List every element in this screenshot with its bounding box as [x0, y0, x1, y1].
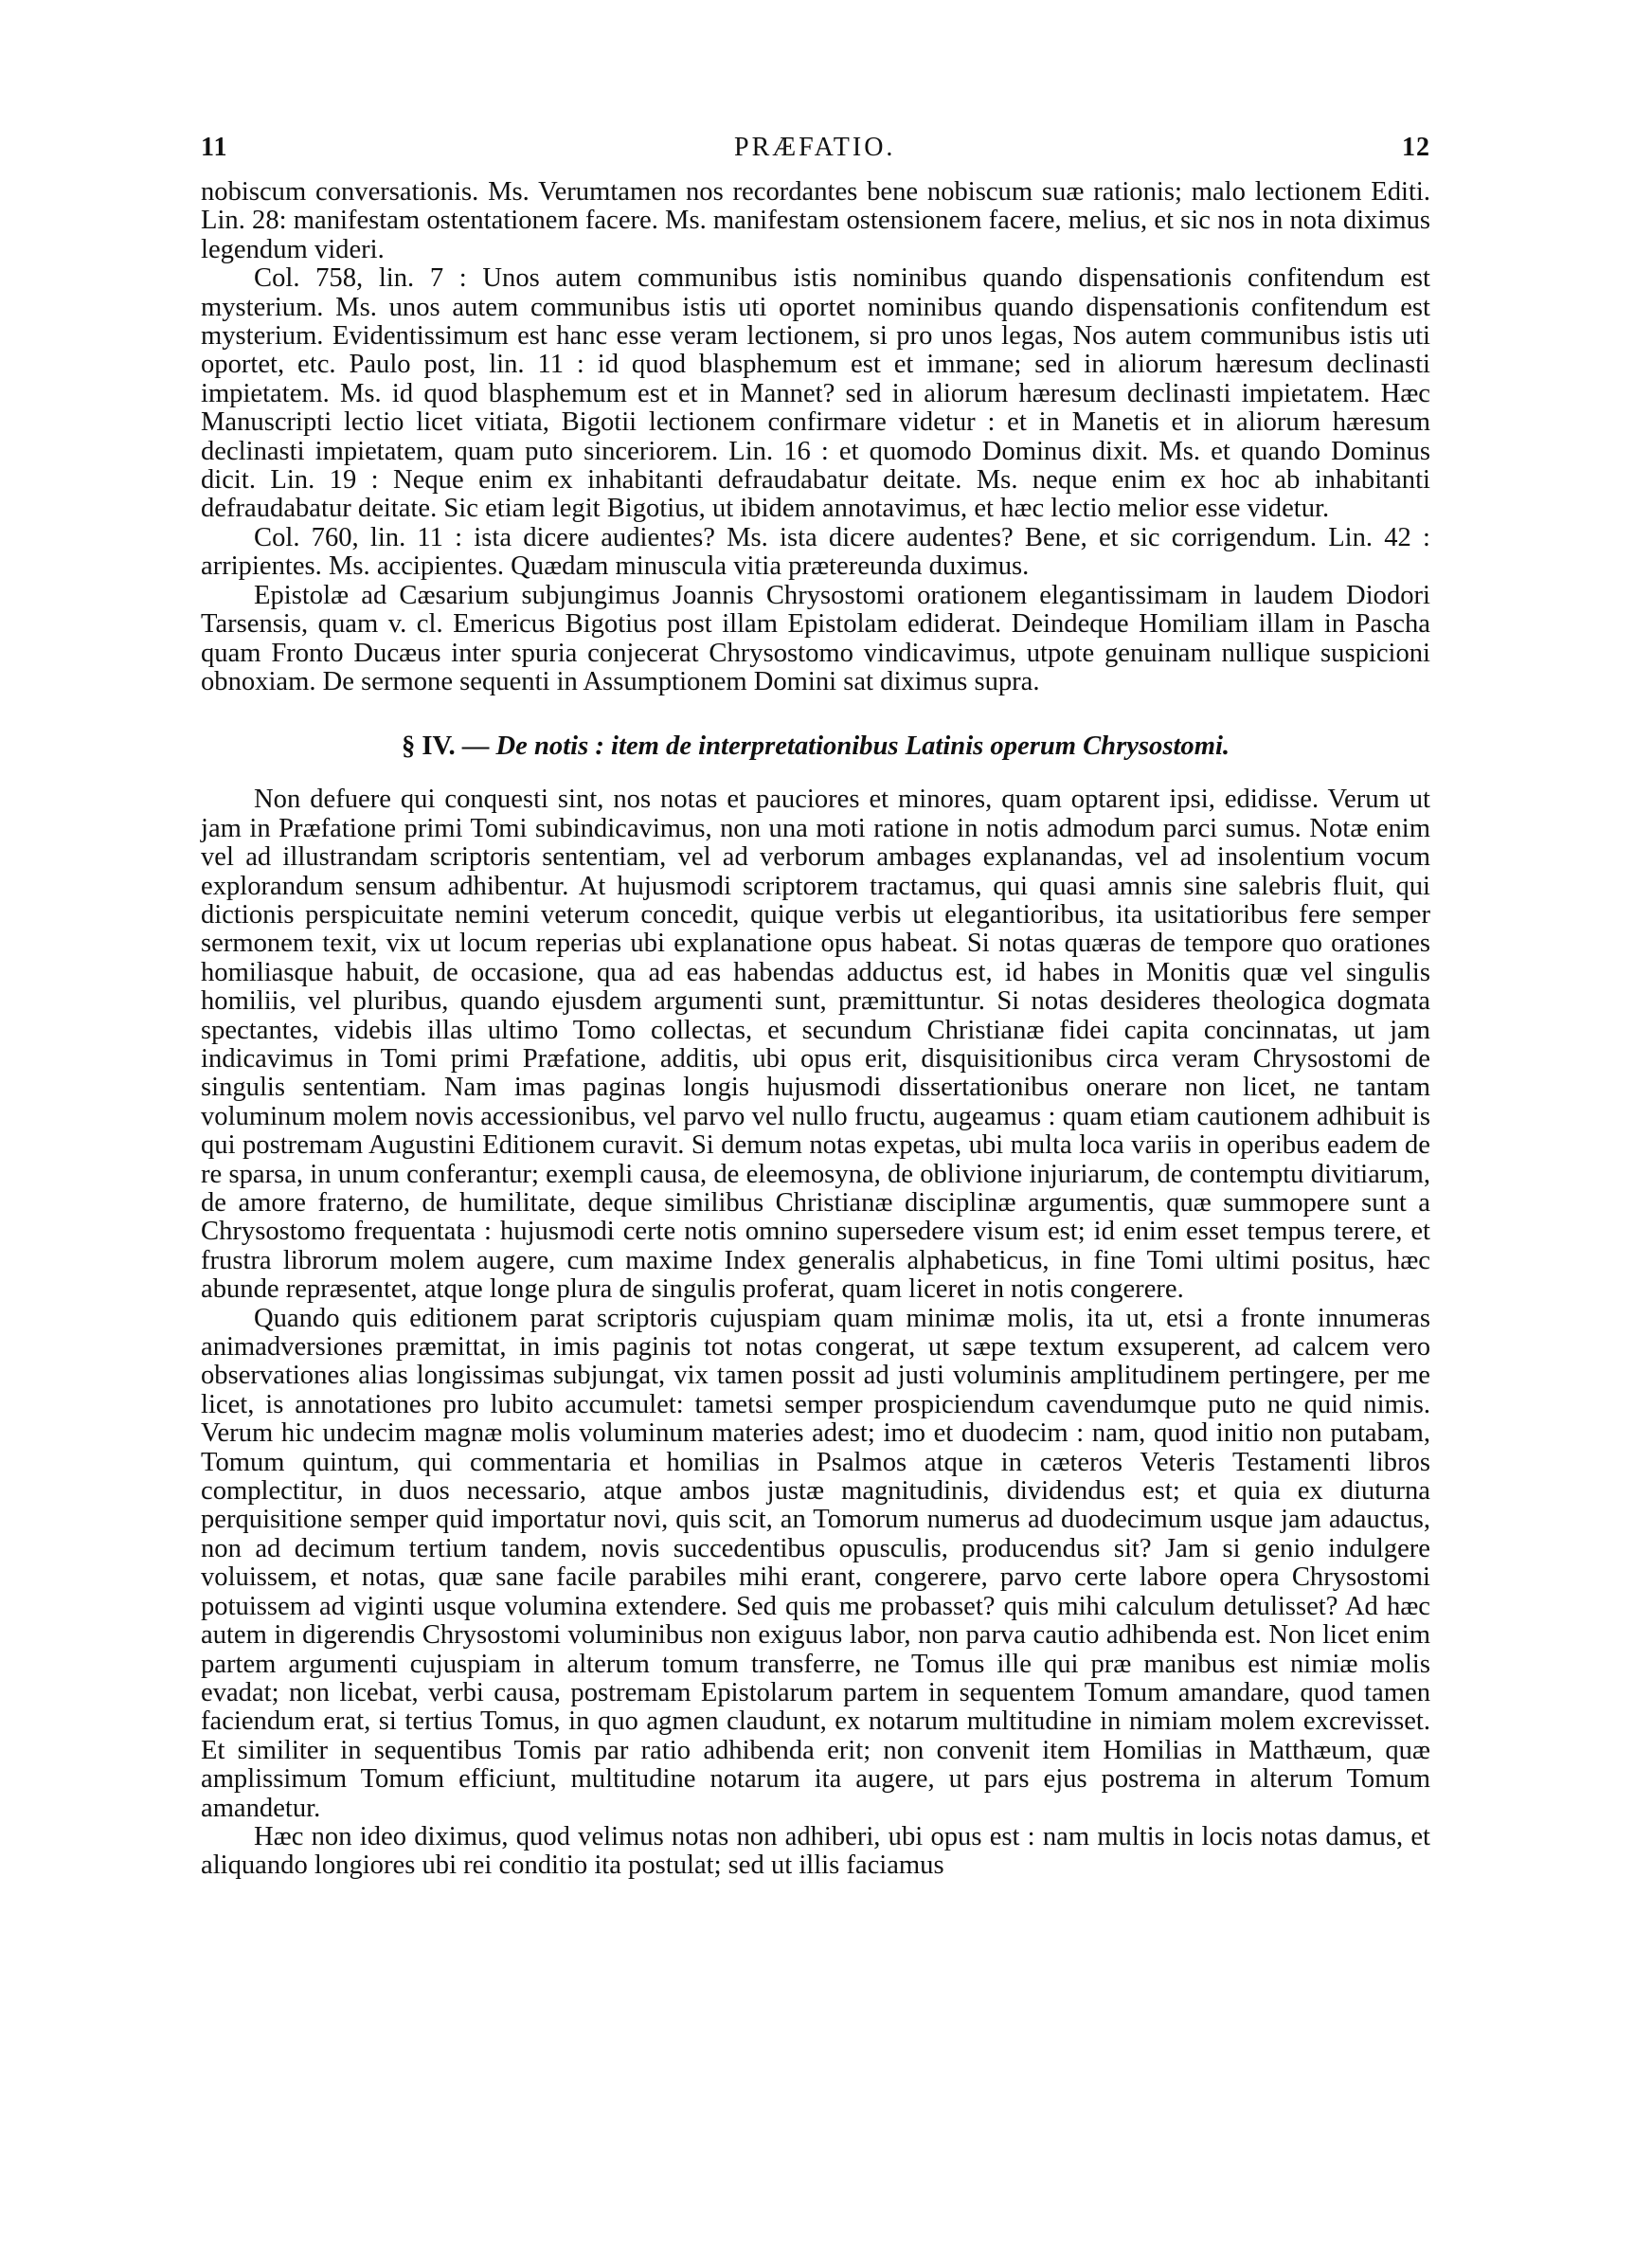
paragraph: Non defuere qui conquesti sint, nos notas et pauciores et minores, quam optarent ipsi, edidisse. Verum ut jam in Præfatione primi Tomi subindicavimus, non una moti ratione in notis admodum parci sumus. Notæ enim vel ad illustrandam scriptoris sententiam, vel ad verborum ambages explanandas, vel ad insolentium vocum explorandum sensum adhibentur. At hujusmodi scriptorem tractamus, qui quasi amnis sine salebris fluit, qui dictionis perspicuitate nemini veterum concedit, quique verbis ut elegantioribus, ita usitatioribus fere semper sermonem texit, vix ut locum reperias ubi explanatione opus habeat. Si notas quæras de tempore quo orationes homiliasque habuit, de occasione, qua ad eas habendas adductus est, id habes in Monitis quæ vel singulis homiliis, vel pluribus, quando ejusdem argumenti sunt, præmittuntur. Si notas desideres theologica dogmata spectantes, videbis illas ultimo Tomo collectas, et secundum Christianæ fidei capita concinnatas, ut jam indicavimus in Tomi primi Præfatione, additis, ubi opus erit, disquisitionibus circa veram Chrysostomi de singulis sententiam. Nam imas paginas longis hujusmodi dissertationibus onerare non licet, ne tantam voluminum molem novis accessionibus, vel parvo vel nullo fructu, augeamus : quam etiam cautionem adhibuit is qui postremam Augustini Editionem curavit. Si demum notas expetas, ubi multa loca variis in operibus eadem de re sparsa, in unum conferantur; exempli causa, de eleemosyna, de oblivione injuriarum, de contemptu divitiarum, de amore fraterno, de humilitate, deque similibus Christianæ disciplinæ argumentis, quæ summopere sunt a Chrysostomo frequentata : hujusmodi certe notis omnino supersedere visum est; id enim esset tempus terere, et frustra librorum molem augere, cum maxime Index generalis alphabeticus, in fine Tomi ultimi positus, hæc abunde repræsentet, atque longe plura de singulis proferat, quam liceret in notis congerere.: [201, 785, 1430, 1305]
paragraph: Col. 760, lin. 11 : ista dicere audientes? Ms. ista dicere audentes? Bene, et sic corrigendum. Lin. 42 : arripientes. Ms. accipientes. Quædam minuscula vitia prætereunda duximus.: [201, 522, 1430, 582]
section-title: De notis : item de interpretationibus Latinis operum Chrysostomi.: [495, 731, 1230, 762]
page-number-left: 11: [201, 133, 228, 162]
section-heading: [201, 732, 1430, 761]
paragraph: Hæc non ideo diximus, quod velimus notas non adhiberi, ubi opus est : nam multis in locis notas damus, et aliquando longiores ubi rei conditio ita postulat; sed ut illis faciamus: [201, 1821, 1430, 1881]
paragraph: Quando quis editionem parat scriptoris cujuspiam quam minimæ molis, ita ut, etsi a fronte innumeras animadversiones præmittat, in imis paginis tot notas congerat, ut sæpe textum exsuperent, ad calcem vero observationes alias longissimas subjungat, vix tamen possit ad justi voluminis amplitudinem pertingere, per me licet, is annotationes pro lubito accumulet: tametsi semper prospiciendum cavendumque puto ne quid nimis. Verum hic undecim magnæ molis voluminum materies adest; imo et duodecim : nam, quod initio non putabam, Tomum quintum, qui commentaria et homilias in Psalmos atque in cæteros Veteris Testamenti libros complectitur, in duos necessario, atque ambos justæ magnitudinis, dividendus est; et quia ex diuturna perquisitione semper quid importatur novi, quis scit, an Tomorum numerus ad duodecimum usque jam adauctus, non ad decimum tertium tandem, novis succedentibus opusculis, producendus sit? Jam si genio indulgere voluissem, et notas, quæ sane facile parabiles mihi erant, congerere, parvo certe labore opera Chrysostomi potuissem ad viginti usque volumina extendere. Sed quis me probasset? quis mihi calculum detulisset? Ad hæc autem in digerendis Chrysostomi voluminibus non exiguus labor, non parva cautio adhibenda est. Non licet enim partem argumenti cujuspiam in alterum tomum transferre, ne Tomus ille qui præ manibus est nimiæ molis evadat; non licebat, verbi causa, postremam Epistolarum partem in sequentem Tomum amandare, quod tamen faciendum erat, si tertius Tomus, in quo agmen claudunt, ex notarum multitudine in nimiam molem excrevisset. Et similiter in sequentibus Tomis par ratio adhibenda erit; non convenit item Homilias in Matthæum, quæ amplissimum Tomum efficiunt, multitudine notarum ita augere, ut pars ejus postrema in alterum Tomum amandetur.: [201, 1303, 1430, 1823]
running-title: PRÆFATIO.: [734, 133, 896, 162]
paragraph: Col. 758, lin. 7 : Unos autem communibus istis nominibus quando dispensationis confitendum est mysterium. Ms. unos autem communibus istis uti oportet nominibus quando dispensationis confitendum est mysterium. Evidentissimum est hanc esse veram lectionem, si pro unos legas, Nos autem communibus istis uti oportet, etc. Paulo post, lin. 11 : id quod blasphemum est et immane; sed in aliorum hæresum declinasti impietatem. Ms. id quod blasphemum est et in Mannet? sed in aliorum hæresum declinasti impietatem. Hæc Manuscripti lectio licet vitiata, Bigotii lectionem confirmare videtur : et in Manetis et in aliorum hæresum declinasti impietatem, quam puto sinceriorem. Lin. 16 : et quomodo Dominus dixit. Ms. et quando Dominus dicit. Lin. 19 : Neque enim ex inhabitanti defraudabatur deitate. Ms. neque enim ex hoc ab inhabitanti defraudabatur deitate. Sic etiam legit Bigotius, ut ibidem annotavimus, et hæc lectio melior esse videtur.: [201, 263, 1430, 524]
running-header: [201, 133, 1430, 171]
page-number-right: 12: [1402, 133, 1430, 162]
document-page: [201, 133, 1430, 1881]
paragraph: nobiscum conversationis. Ms. Verumtamen nos recordantes bene nobiscum suæ rationis; malo lectionem Editi. Lin. 28: manifestam ostentationem facere. Ms. manifestam ostensionem facere, melius, et sic nos in nota diximus legendum videri.: [201, 177, 1430, 264]
section-number: § IV. —: [401, 731, 490, 762]
paragraph: Epistolæ ad Cæsarium subjungimus Joannis Chrysostomi orationem elegantissimam in laudem Diodori Tarsensis, quam v. cl. Emericus Bigotius post illam Epistolam ediderat. Deindeque Homiliam illam in Pascha quam Fronto Ducæus inter spuria conjecerat Chrysostomo vindicavimus, utpote genuinam nullique suspicioni obnoxiam. De sermone sequenti in Assumptionem Domini sat diximus supra.: [201, 580, 1430, 696]
